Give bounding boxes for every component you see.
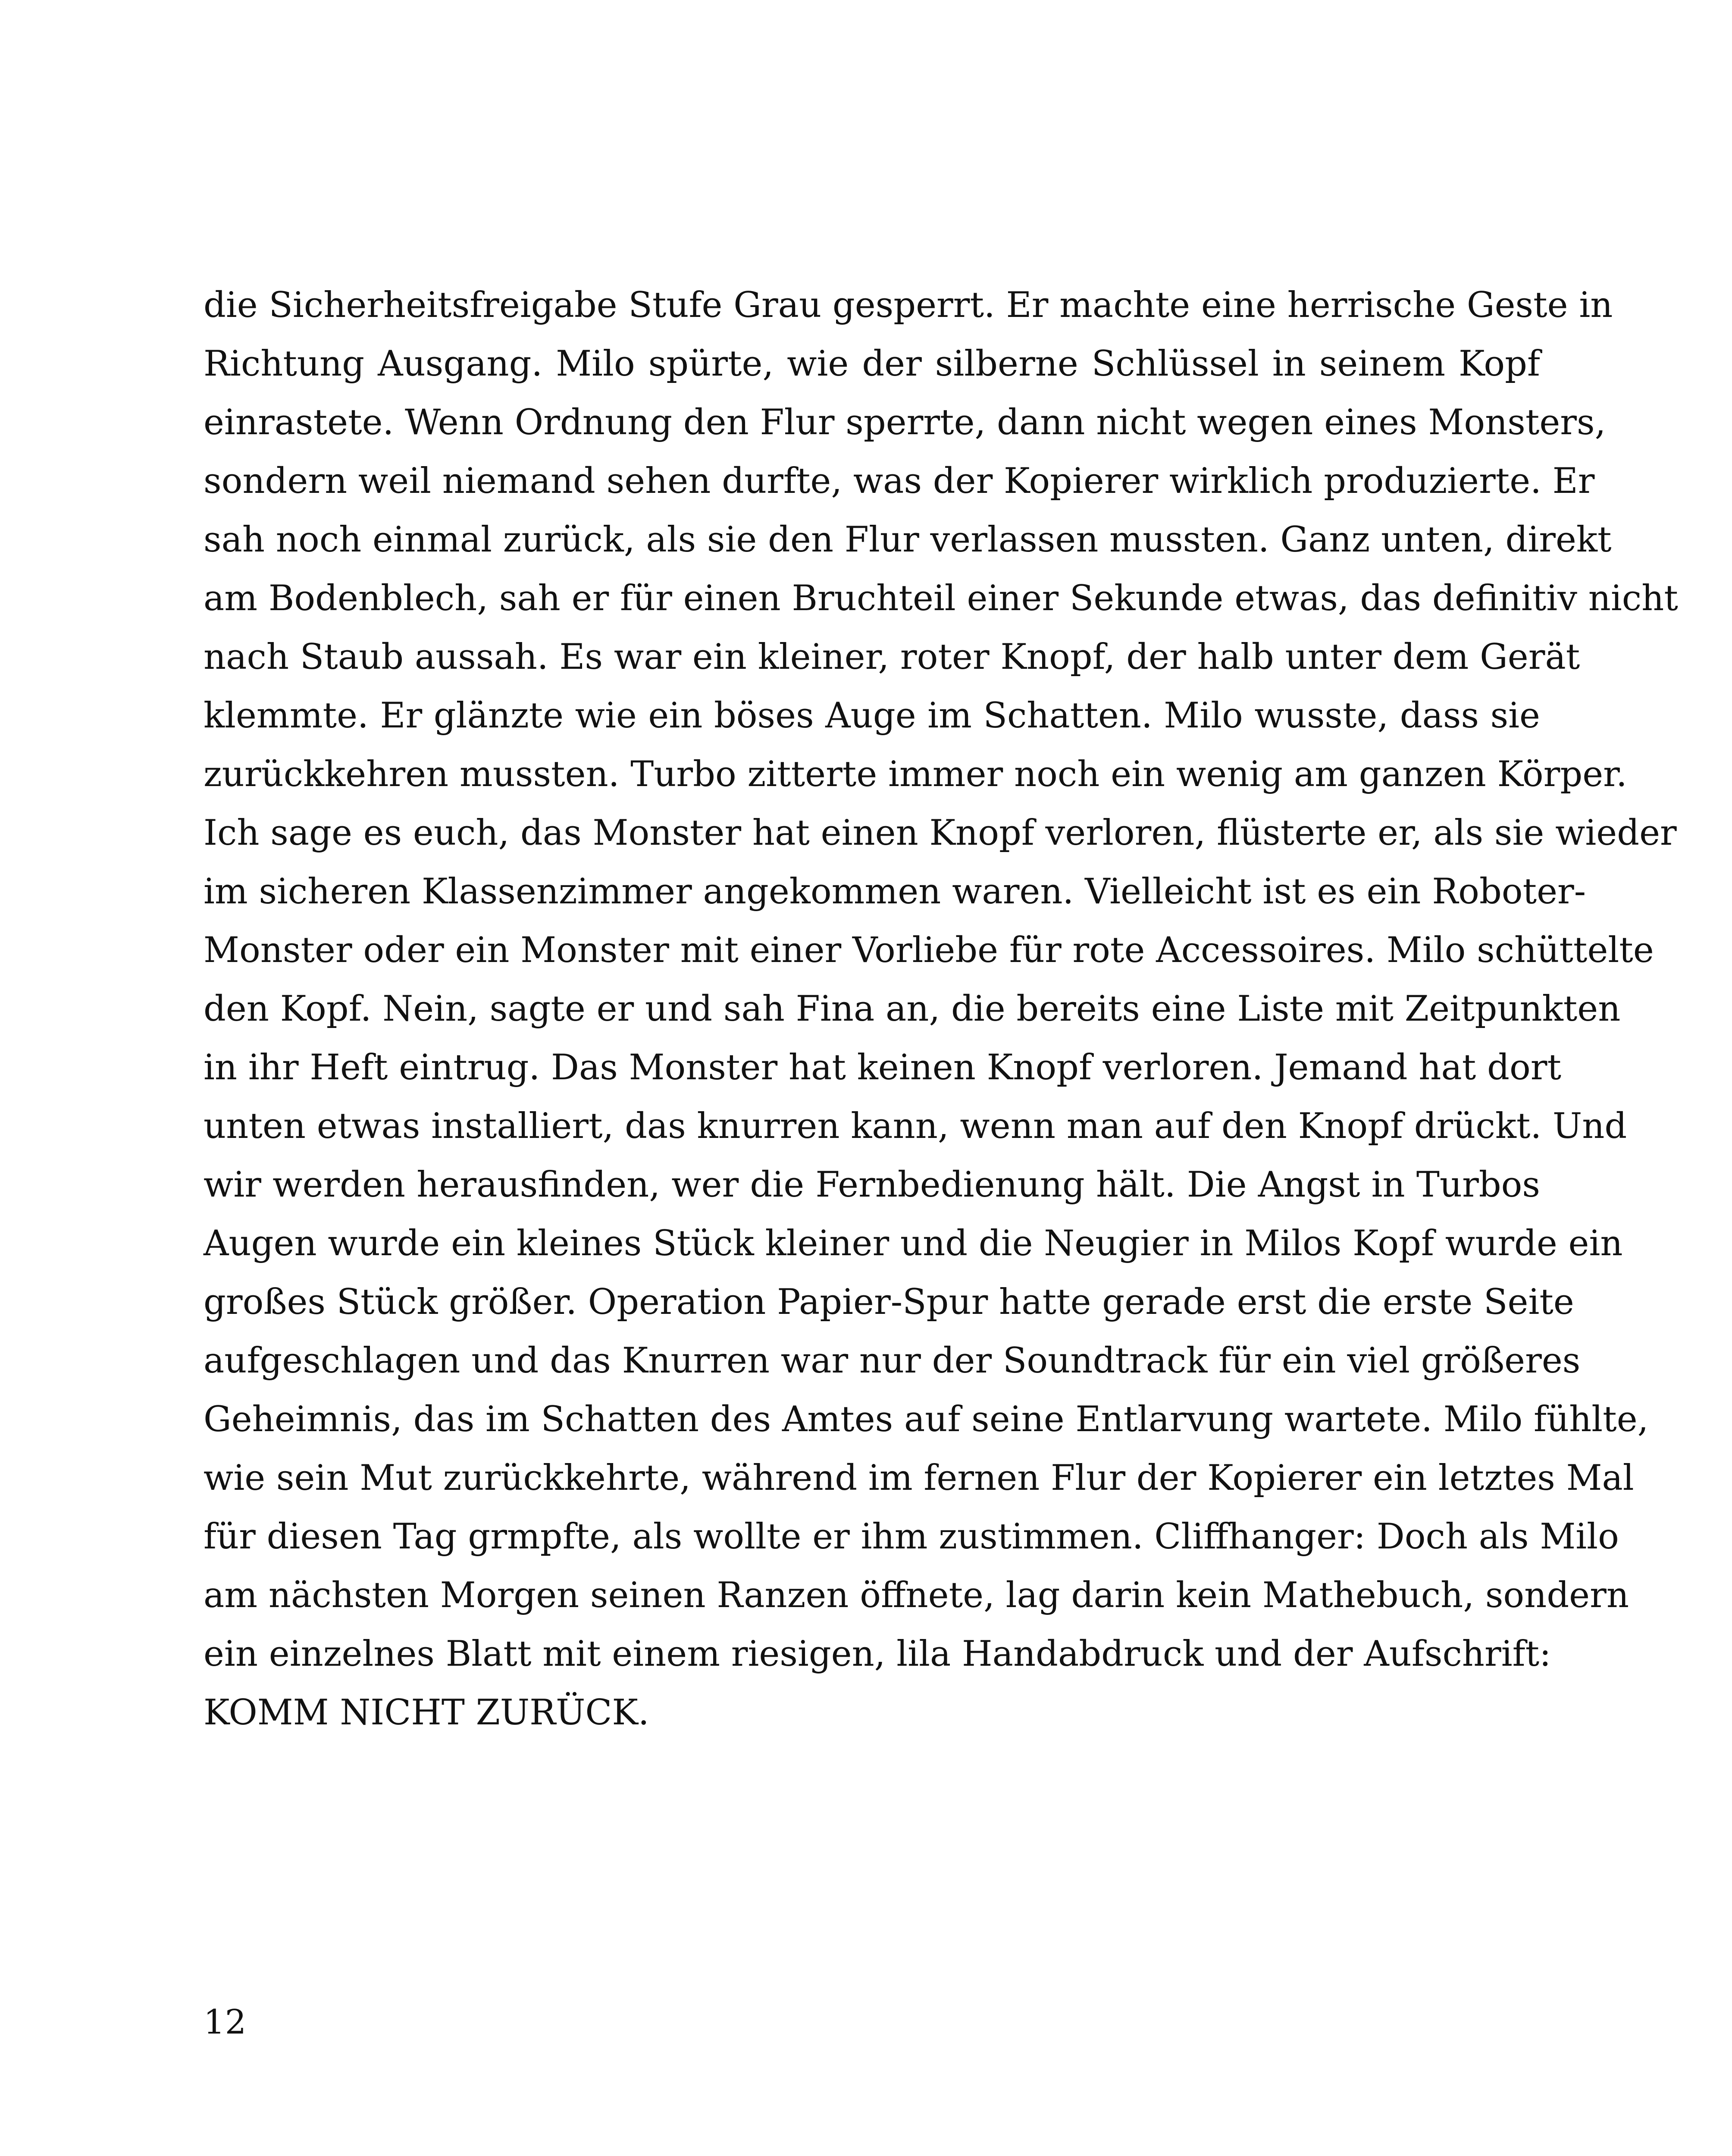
text-line: im sicheren Klassenzimmer angekommen waren. Vielleicht ist es ein Roboter- [204, 871, 1586, 912]
text-line: den Kopf. Nein, sagte er und sah Fina an, die bereits eine Liste mit Zeitpunkten [204, 989, 1621, 1029]
text-line: einrastete. Wenn Ordnung den Flur sperrte, dann nicht wegen eines Monsters, [204, 402, 1606, 443]
text-line-last: KOMM NICHT ZURÜCK. [204, 1692, 649, 1733]
text-line: Monster oder ein Monster mit einer Vorliebe für rote Accessoires. Milo schüttelte [204, 930, 1654, 971]
text-line: Geheimnis, das im Schatten des Amtes auf seine Entlarvung wartete. Milo fühlte, [204, 1399, 1649, 1440]
text-line: wie sein Mut zurückkehrte, während im fernen Flur der Kopierer ein letztes Mal [204, 1458, 1634, 1498]
text-line: Richtung Ausgang. Milo spürte, wie der silberne Schlüssel in seinem Kopf [204, 344, 1540, 384]
text-line: Augen wurde ein kleines Stück kleiner und die Neugier in Milos Kopf wurde ein [204, 1223, 1623, 1264]
body-text [204, 276, 1678, 1742]
text-line: ein einzelnes Blatt mit einem riesigen, lila Handabdruck und der Aufschrift: [204, 1634, 1551, 1674]
text-line: wir werden herausfinden, wer die Fernbedienung hält. Die Angst in Turbos [204, 1165, 1540, 1205]
text-line: aufgeschlagen und das Knurren war nur der Soundtrack für ein viel größeres [204, 1341, 1581, 1381]
text-line: unten etwas installiert, das knurren kann, wenn man auf den Knopf drückt. Und [204, 1106, 1627, 1147]
text-line: am nächsten Morgen seinen Ranzen öffnete, lag darin kein Mathebuch, sondern [204, 1575, 1629, 1616]
text-line: großes Stück größer. Operation Papier-Spur hatte gerade erst die erste Seite [204, 1282, 1574, 1322]
page-number: 12 [204, 2003, 247, 2042]
text-line: in ihr Heft eintrug. Das Monster hat keinen Knopf verloren. Jemand hat dort [204, 1047, 1561, 1088]
text-line: klemmte. Er glänzte wie ein böses Auge im Schatten. Milo wusste, dass sie [204, 696, 1540, 736]
text-line: Ich sage es euch, das Monster hat einen Knopf verloren, flüsterte er, als sie wieder [204, 813, 1677, 853]
text-line: am Bodenblech, sah er für einen Bruchteil einer Sekunde etwas, das definitiv nicht [204, 578, 1678, 619]
text-line: sondern weil niemand sehen durfte, was der Kopierer wirklich produzierte. Er [204, 461, 1595, 501]
text-line: sah noch einmal zurück, als sie den Flur verlassen mussten. Ganz unten, direkt [204, 520, 1612, 560]
text-line: für diesen Tag grmpfte, als wollte er ihm zustimmen. Cliffhanger: Doch als Milo [204, 1517, 1619, 1557]
text-line: die Sicherheitsfreigabe Stufe Grau gesperrt. Er machte eine herrische Geste in [204, 285, 1613, 326]
text-line: nach Staub aussah. Es war ein kleiner, roter Knopf, der halb unter dem Gerät [204, 637, 1580, 677]
text-line: zurückkehren mussten. Turbo zitterte immer noch ein wenig am ganzen Körper. [204, 754, 1627, 795]
